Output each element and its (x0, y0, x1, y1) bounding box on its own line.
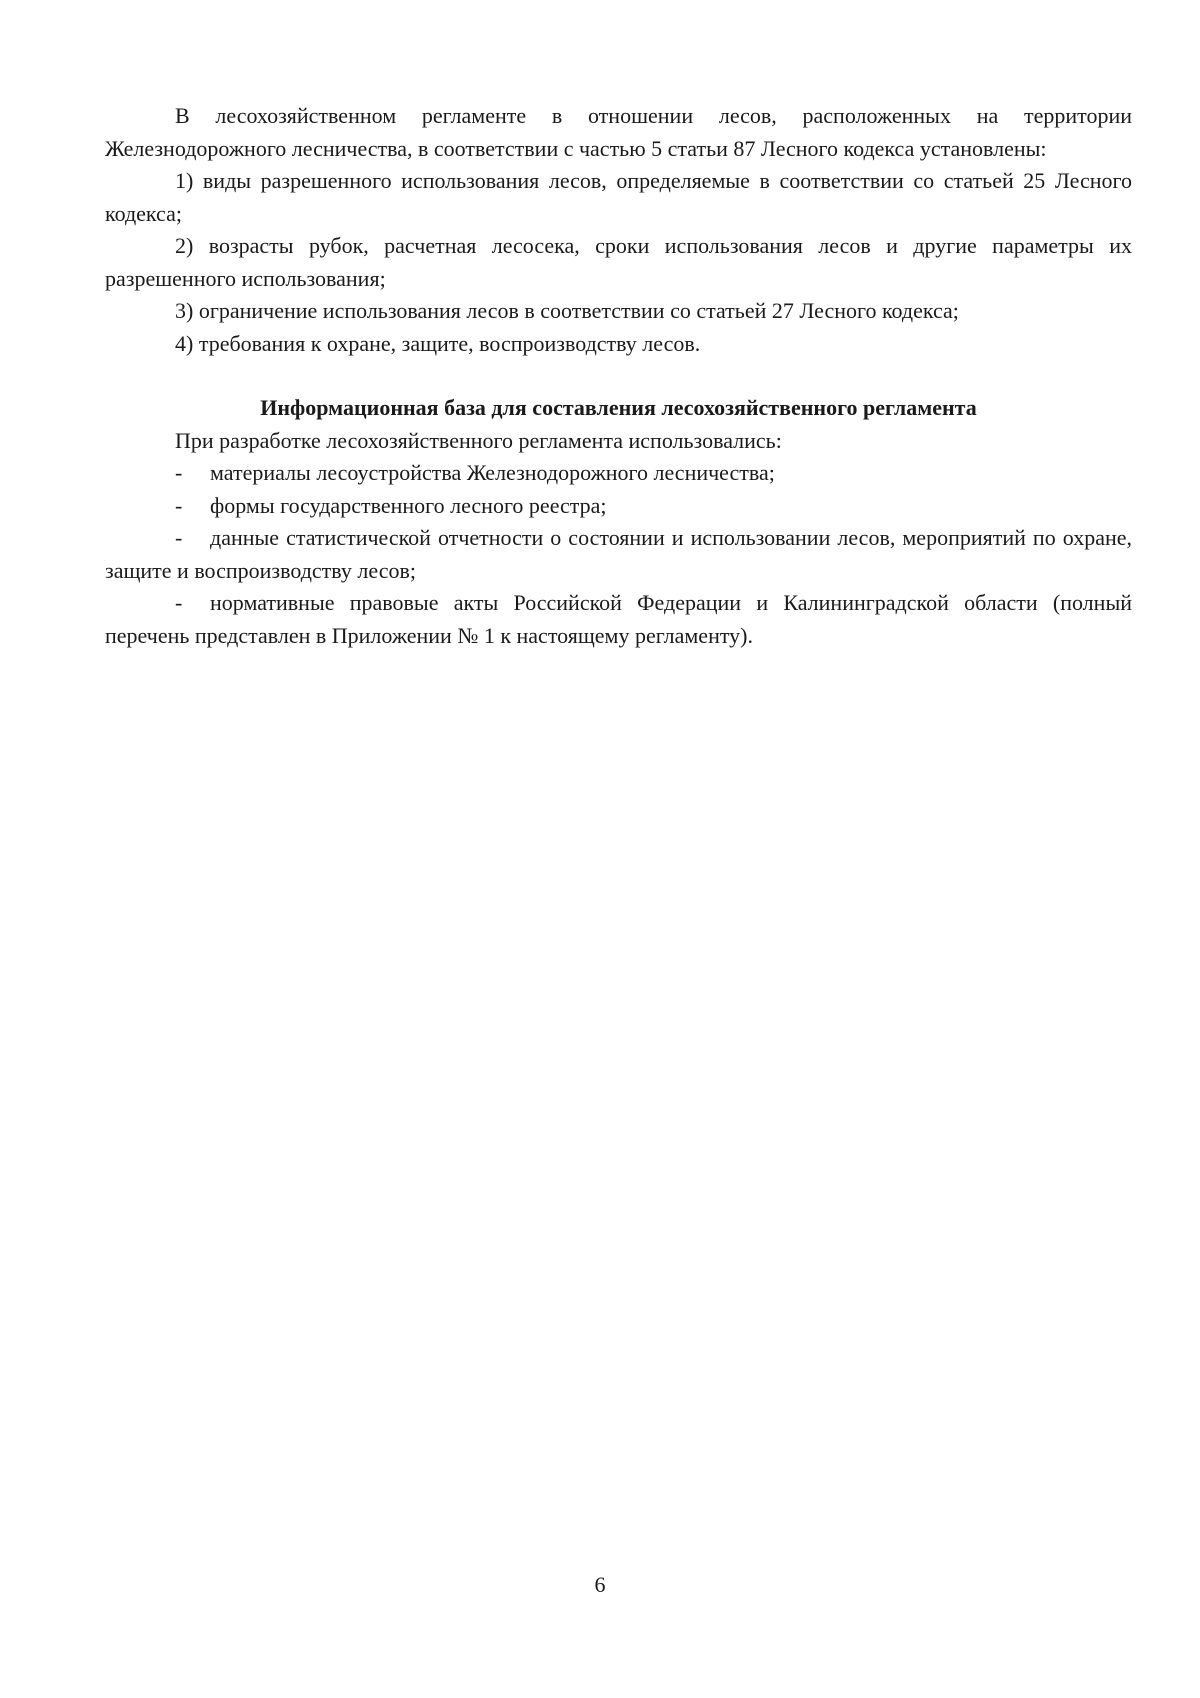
source-item-4 (105, 587, 1132, 652)
intro-item-4: 4) требования к охране, защите, воспроизводству лесов. (175, 330, 701, 356)
section-lead: При разработке лесохозяйственного регламента использовались: (175, 427, 782, 453)
source-item-text: материалы лесоустройства Железнодорожного лесничества; (210, 460, 775, 485)
source-item-1 (105, 457, 1132, 490)
intro-item-3: 3) ограничение использования лесов в соответствии со статьей 27 Лесного кодекса; (175, 298, 959, 323)
source-item-text: данные статистической отчетности о состоянии и использовании лесов, мероприятий по охране, защите и воспроизводству лесов; (105, 525, 1132, 583)
section-heading: Информационная база для составления лесохозяйственного регламента (260, 395, 977, 420)
document-page (105, 100, 1132, 652)
source-item-2 (105, 490, 1132, 523)
intro-item-1: 1) виды разрешенного использования лесов, определяемые в соответствии со статьей 25 Лесного кодекса; (105, 168, 1132, 226)
intro-item-2: 2) возрасты рубок, расчетная лесосека, сроки использования лесов и другие параметры их разрешенного использования; (105, 233, 1132, 291)
intro-paragraph: В лесохозяйственном регламенте в отношении лесов, расположенных на территории Железнодорожного лесничества, в соответствии с частью 5 статьи 87 Лесного кодекса установлены: (105, 103, 1132, 161)
list-dash: - (175, 525, 183, 550)
source-item-text: нормативные правовые акты Российской Федерации и Калининградской области (полный перечень представлен в Приложении № 1 к настоящему регламенту). (105, 590, 1132, 648)
source-item-text: формы государственного лесного реестра; (210, 492, 607, 518)
page-number: 6 (594, 1572, 606, 1597)
list-dash: - (175, 492, 183, 518)
source-item-3 (105, 522, 1132, 587)
section-spacer (105, 360, 1132, 392)
list-dash: - (175, 460, 183, 485)
list-dash: - (175, 590, 183, 615)
